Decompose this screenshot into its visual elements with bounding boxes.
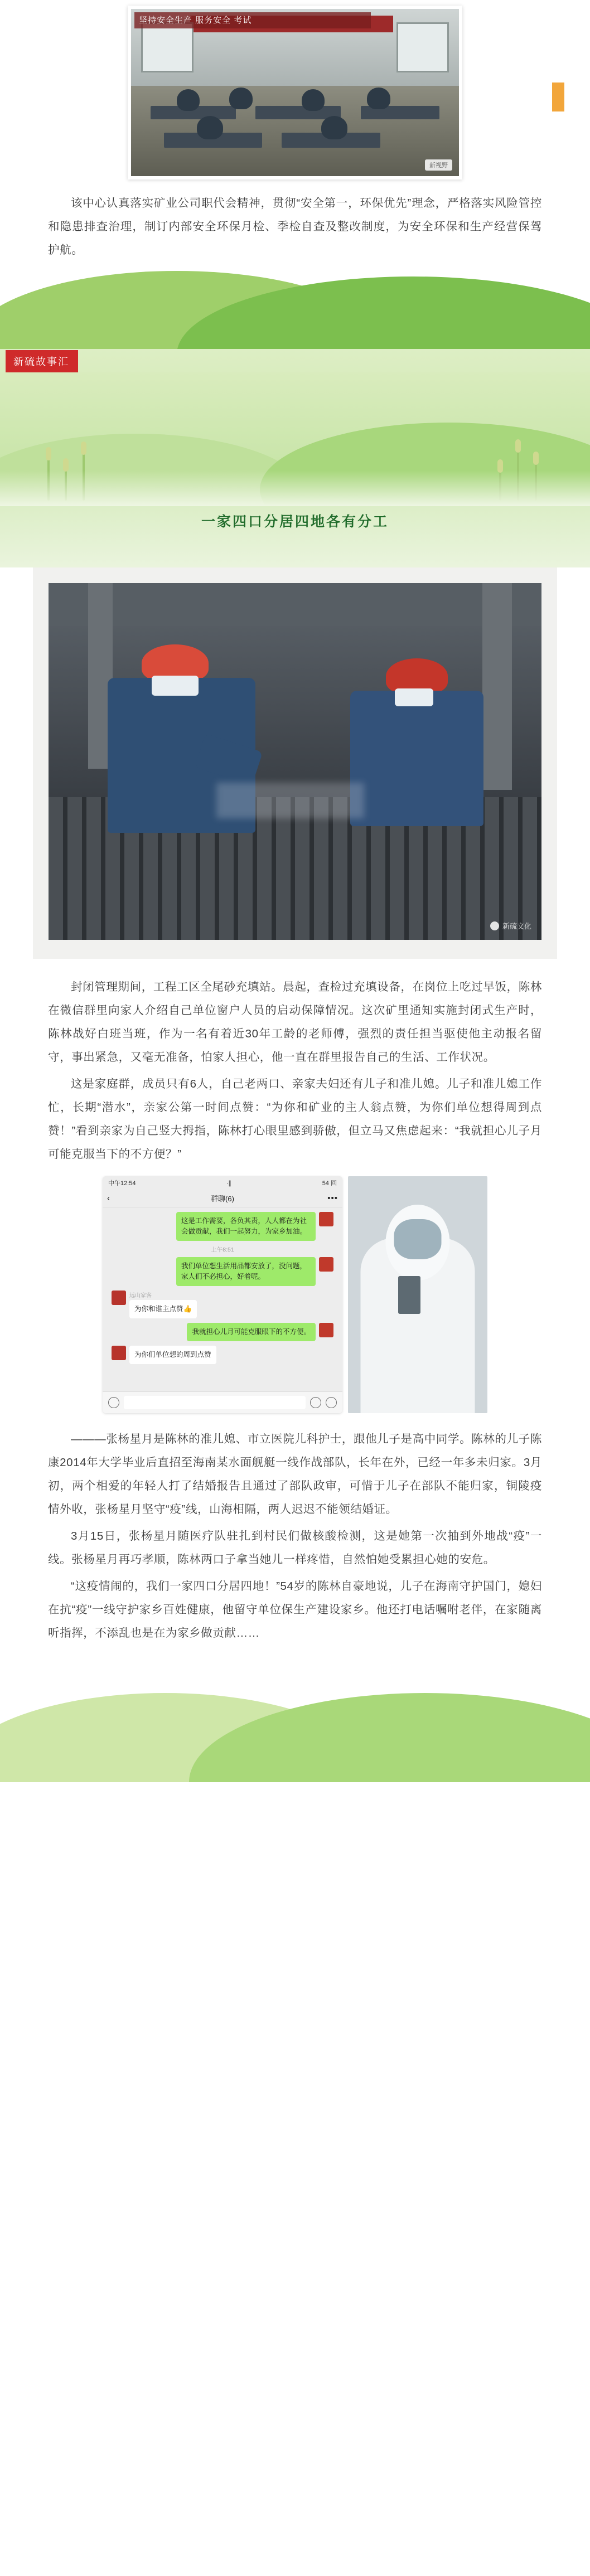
chat-screenshot-row <box>0 1176 590 1413</box>
orange-accent-bar <box>552 83 564 111</box>
photo-watermark <box>490 920 531 931</box>
phone-status-bar <box>103 1176 342 1190</box>
story-paragraph-1: 封闭管理期间，工程工区全尾砂充填站。晨起，查检过充填设备，在岗位上吃过早饭，陈林在微信群里向家人介绍自己单位窗户人员的启动保障情况。这次矿里通知实施封闭式生产时，陈林战好白班当班，作为一名有着近30年工龄的老师傅，强烈的责任担当驱使他主动报名留守，事出紧急，又毫无准备，怕家人担心，他一直在群里报告自己的生活、工作状况。 <box>48 981 542 1064</box>
big-photo-image <box>49 583 541 940</box>
more-dots-icon[interactable]: ••• <box>327 1194 338 1203</box>
status-battery: 54 回 <box>322 1180 337 1187</box>
emoji-icon[interactable] <box>310 1397 321 1408</box>
bottom-text-block <box>0 1419 590 1665</box>
bottom-paragraph-1: ———张杨星月是陈林的准儿媳、市立医院儿科护士，跟他儿子是高中同学。陈林的儿子陈康2014年大学毕业后直招至海南某水面舰艇一线作战部队，长年在外，已经一年多未归家。3月初，两个相爱的年轻人打了结婚报告且通过了部队政审，可惜于儿子在部队不能归家，铜陵疫情外收，张杨星月坚守“疫”线，山海相隔，两人迟迟不能领结婚证。 <box>48 1433 542 1516</box>
back-chevron-icon[interactable]: ‹ <box>107 1194 110 1203</box>
chat-bubble-text: 我就担心儿月可能克服眼下的不方便。 <box>187 1323 316 1341</box>
intro-text-block <box>0 180 590 262</box>
top-photo-image <box>131 9 459 176</box>
avatar <box>319 1323 333 1337</box>
chat-message-list <box>103 1207 342 1391</box>
chat-message <box>108 1212 337 1241</box>
chat-title: 群聊(6) <box>211 1195 234 1203</box>
bottom-paragraph-3: “这疫情闹的，我们一家四口分居四地！”54岁的陈林自豪地说，儿子在海南守护国门，媳妇在抗“疫”一线守护家乡百姓健康，他留守单位保生产建设家乡。他还打电话嘱咐老伴，在家随离听指挥，不添乱也是在为家乡做贡献…… <box>48 1580 542 1639</box>
story-text-block <box>0 959 590 1166</box>
chat-nav-bar <box>103 1190 342 1207</box>
chat-message <box>108 1346 337 1364</box>
chat-bubble-text: 为你们单位想的周到点赞 <box>129 1346 216 1364</box>
story-section <box>0 349 590 567</box>
plus-icon[interactable] <box>326 1397 337 1408</box>
story-paragraph-2: 这是家庭群，成员只有6人，自己老两口、亲家夫妇还有儿子和准儿媳。儿子和准儿媳工作忙，长期“潜水”，亲家公第一时间点赞：“为你和矿业的主人翁点赞，为你们单位想得周到点赞！”看到亲家为自己竖大拇指，陈林打心眼里感到骄傲，但立马又焦虑起来：“我就担心儿子月可能克服当下的不方便？” <box>48 1078 542 1161</box>
top-photo-frame <box>128 6 462 180</box>
chat-sender-name: 远山家客 <box>129 1293 152 1299</box>
status-signal: ∙∥ <box>226 1180 231 1187</box>
chat-bubble-text: 这是工作需要，各负其责，人人都在为社会做贡献，我们一起努力，为家乡加油。 <box>176 1212 316 1241</box>
chat-timestamp: 上午8:51 <box>211 1246 234 1253</box>
section-title: 一家四口分居四地各有分工 <box>201 514 389 530</box>
big-photo-frame <box>33 567 557 959</box>
avatar <box>112 1291 126 1305</box>
grass-decor <box>0 372 590 506</box>
hill-divider-top <box>0 265 590 349</box>
chat-message <box>108 1323 337 1341</box>
chat-input-field[interactable] <box>124 1396 306 1409</box>
avatar <box>319 1212 333 1226</box>
chat-message <box>108 1291 337 1318</box>
nurse-photo <box>348 1176 487 1413</box>
watermark-logo-icon <box>490 921 499 930</box>
bottom-paragraph-2: 3月15日，张杨星月随医疗队驻扎到村民们做核酸检测，这是她第一次抽到外地战“疫”一线。张杨星月再巧孝顺，陈林两口子拿当她儿一样疼惜，自然怕她受累担心她的安危。 <box>48 1530 542 1566</box>
wechat-screenshot <box>103 1176 342 1413</box>
chat-bubble-text: 为你和谁主点赞👍 <box>129 1300 197 1318</box>
intro-paragraph: 该中心认真落实矿业公司职代会精神，贯彻“安全第一，环保优先”理念，严格落实风险管控和隐患排查治理，制订内部安全环保月检、季检自查及整改制度，为安全环保和生产经营保驾护航。 <box>48 197 542 256</box>
chat-message <box>108 1257 337 1286</box>
section-tag: 新硫故事汇 <box>6 350 78 372</box>
photo-banner-text: 坚持安全生产 服务安全 考试 <box>134 12 371 28</box>
watermark-label: 新硫文化 <box>502 922 531 930</box>
chat-bubble-text: 我们单位想生活用品都安放了，没问题，家人们不必担心，好着呢。 <box>176 1257 316 1286</box>
hill-divider-bottom <box>0 1665 590 1782</box>
avatar <box>319 1257 333 1272</box>
photo-source-tag: 新视野 <box>425 159 452 171</box>
avatar <box>112 1346 126 1360</box>
chat-input-bar[interactable] <box>103 1391 342 1413</box>
nurse-phone-decor <box>398 1276 420 1314</box>
voice-icon[interactable] <box>108 1397 119 1408</box>
status-time: 中午12:54 <box>108 1180 136 1187</box>
top-photo-section <box>0 0 590 180</box>
